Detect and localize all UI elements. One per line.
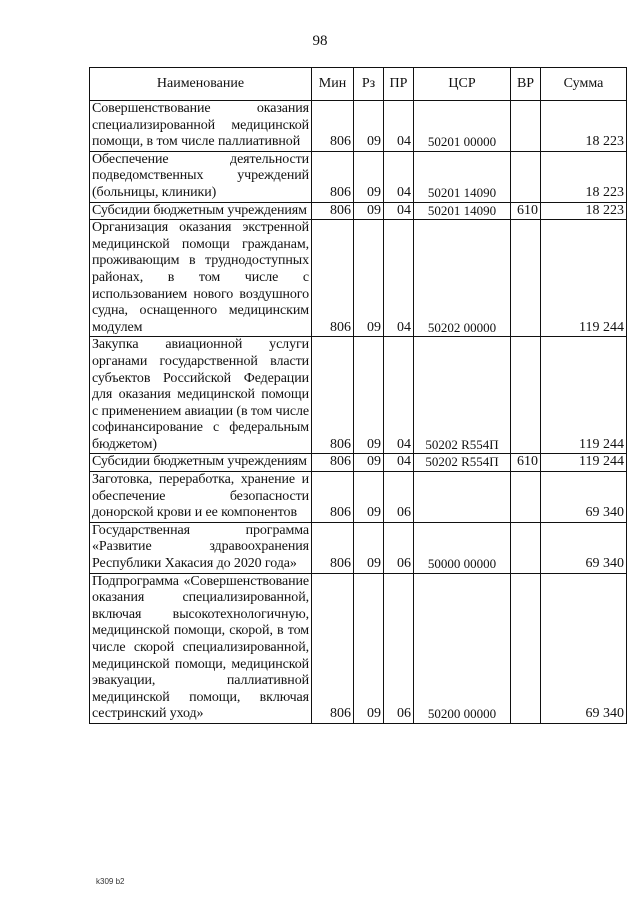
row-pr: 04: [384, 337, 414, 454]
row-min: 806: [312, 522, 354, 573]
row-vr: [511, 101, 541, 152]
column-header-vr: ВР: [511, 68, 541, 101]
row-pr: 06: [384, 522, 414, 573]
row-min: 806: [312, 573, 354, 723]
row-rz: 09: [354, 220, 384, 337]
row-name: Обеспечение деятельности подведомственных учреждений (больницы, клиники): [90, 151, 312, 202]
row-sum: 119 244: [541, 454, 627, 472]
table-row: [90, 220, 627, 337]
table-row: [90, 101, 627, 152]
column-header-min: Мин: [312, 68, 354, 101]
row-pr: 04: [384, 101, 414, 152]
table-row: [90, 472, 627, 523]
row-sum: 18 223: [541, 101, 627, 152]
row-csr: 50201 14090: [414, 151, 511, 202]
row-name: Заготовка, переработка, хранение и обеспечение безопасности донорской крови и ее компонентов: [90, 472, 312, 523]
row-pr: 04: [384, 202, 414, 220]
row-name: Субсидии бюджетным учреждениям: [90, 454, 312, 472]
row-min: 806: [312, 202, 354, 220]
page-number: 98: [312, 33, 328, 49]
row-csr: 50202 00000: [414, 220, 511, 337]
row-min: 806: [312, 472, 354, 523]
row-rz: 09: [354, 151, 384, 202]
row-vr: [511, 522, 541, 573]
row-name: Совершенствование оказания специализированной медицинской помощи, в том числе паллиативной: [90, 101, 312, 152]
row-min: 806: [312, 337, 354, 454]
row-vr: [511, 573, 541, 723]
row-csr: 50202 R554П: [414, 337, 511, 454]
row-csr: 50201 14090: [414, 202, 511, 220]
table-row: [90, 337, 627, 454]
row-vr: 610: [511, 202, 541, 220]
row-vr: [511, 472, 541, 523]
table-header-row: [90, 68, 627, 101]
row-vr: 610: [511, 454, 541, 472]
row-sum: 69 340: [541, 472, 627, 523]
column-header-csr: ЦСР: [414, 68, 511, 101]
column-header-sum: Сумма: [541, 68, 627, 101]
row-pr: 04: [384, 220, 414, 337]
table-row: [90, 202, 627, 220]
row-rz: 09: [354, 573, 384, 723]
column-header-pr: ПР: [384, 68, 414, 101]
row-vr: [511, 220, 541, 337]
row-min: 806: [312, 220, 354, 337]
table-row: [90, 151, 627, 202]
row-sum: 119 244: [541, 220, 627, 337]
row-name: Субсидии бюджетным учреждениям: [90, 202, 312, 220]
row-min: 806: [312, 454, 354, 472]
row-min: 806: [312, 101, 354, 152]
row-rz: 09: [354, 337, 384, 454]
row-csr: 50000 00000: [414, 522, 511, 573]
document-code: k309 b2: [96, 877, 125, 886]
row-pr: 06: [384, 573, 414, 723]
row-rz: 09: [354, 202, 384, 220]
row-rz: 09: [354, 454, 384, 472]
row-csr: 50200 00000: [414, 573, 511, 723]
row-name: Организация оказания экстренной медицинской помощи гражданам, проживающим в труднодоступных районах, в том числе с использованием нового воздушного судна, оснащенного медицинским модулем: [90, 220, 312, 337]
row-rz: 09: [354, 101, 384, 152]
row-csr: 50202 R554П: [414, 454, 511, 472]
row-sum: 69 340: [541, 522, 627, 573]
row-pr: 06: [384, 472, 414, 523]
row-rz: 09: [354, 522, 384, 573]
table-row: [90, 454, 627, 472]
column-header-rz: Рз: [354, 68, 384, 101]
row-csr: [414, 472, 511, 523]
row-pr: 04: [384, 454, 414, 472]
column-header-name: Наименование: [90, 68, 312, 101]
row-sum: 119 244: [541, 337, 627, 454]
table-row: [90, 573, 627, 723]
row-name: Подпрограмма «Совершенствование оказания специализированной, включая высокотехнологичную, медицинской помощи, скорой, в том числе скорой специализированной, медицинской помощи, медицинской эвакуации, паллиативной медицинской помощи, включая сестринский уход»: [90, 573, 312, 723]
row-csr: 50201 00000: [414, 101, 511, 152]
budget-table: [89, 67, 627, 724]
row-name: Закупка авиационной услуги органами государственной власти субъектов Российской Федерации для оказания медицинской помощи с применением авиации (в том числе софинансирование с федеральным бюджетом): [90, 337, 312, 454]
row-vr: [511, 337, 541, 454]
row-sum: 18 223: [541, 202, 627, 220]
row-sum: 18 223: [541, 151, 627, 202]
row-sum: 69 340: [541, 573, 627, 723]
row-min: 806: [312, 151, 354, 202]
row-rz: 09: [354, 472, 384, 523]
row-name: Государственная программа «Развитие здравоохранения Республики Хакасия до 2020 года»: [90, 522, 312, 573]
row-vr: [511, 151, 541, 202]
table-row: [90, 522, 627, 573]
row-pr: 04: [384, 151, 414, 202]
